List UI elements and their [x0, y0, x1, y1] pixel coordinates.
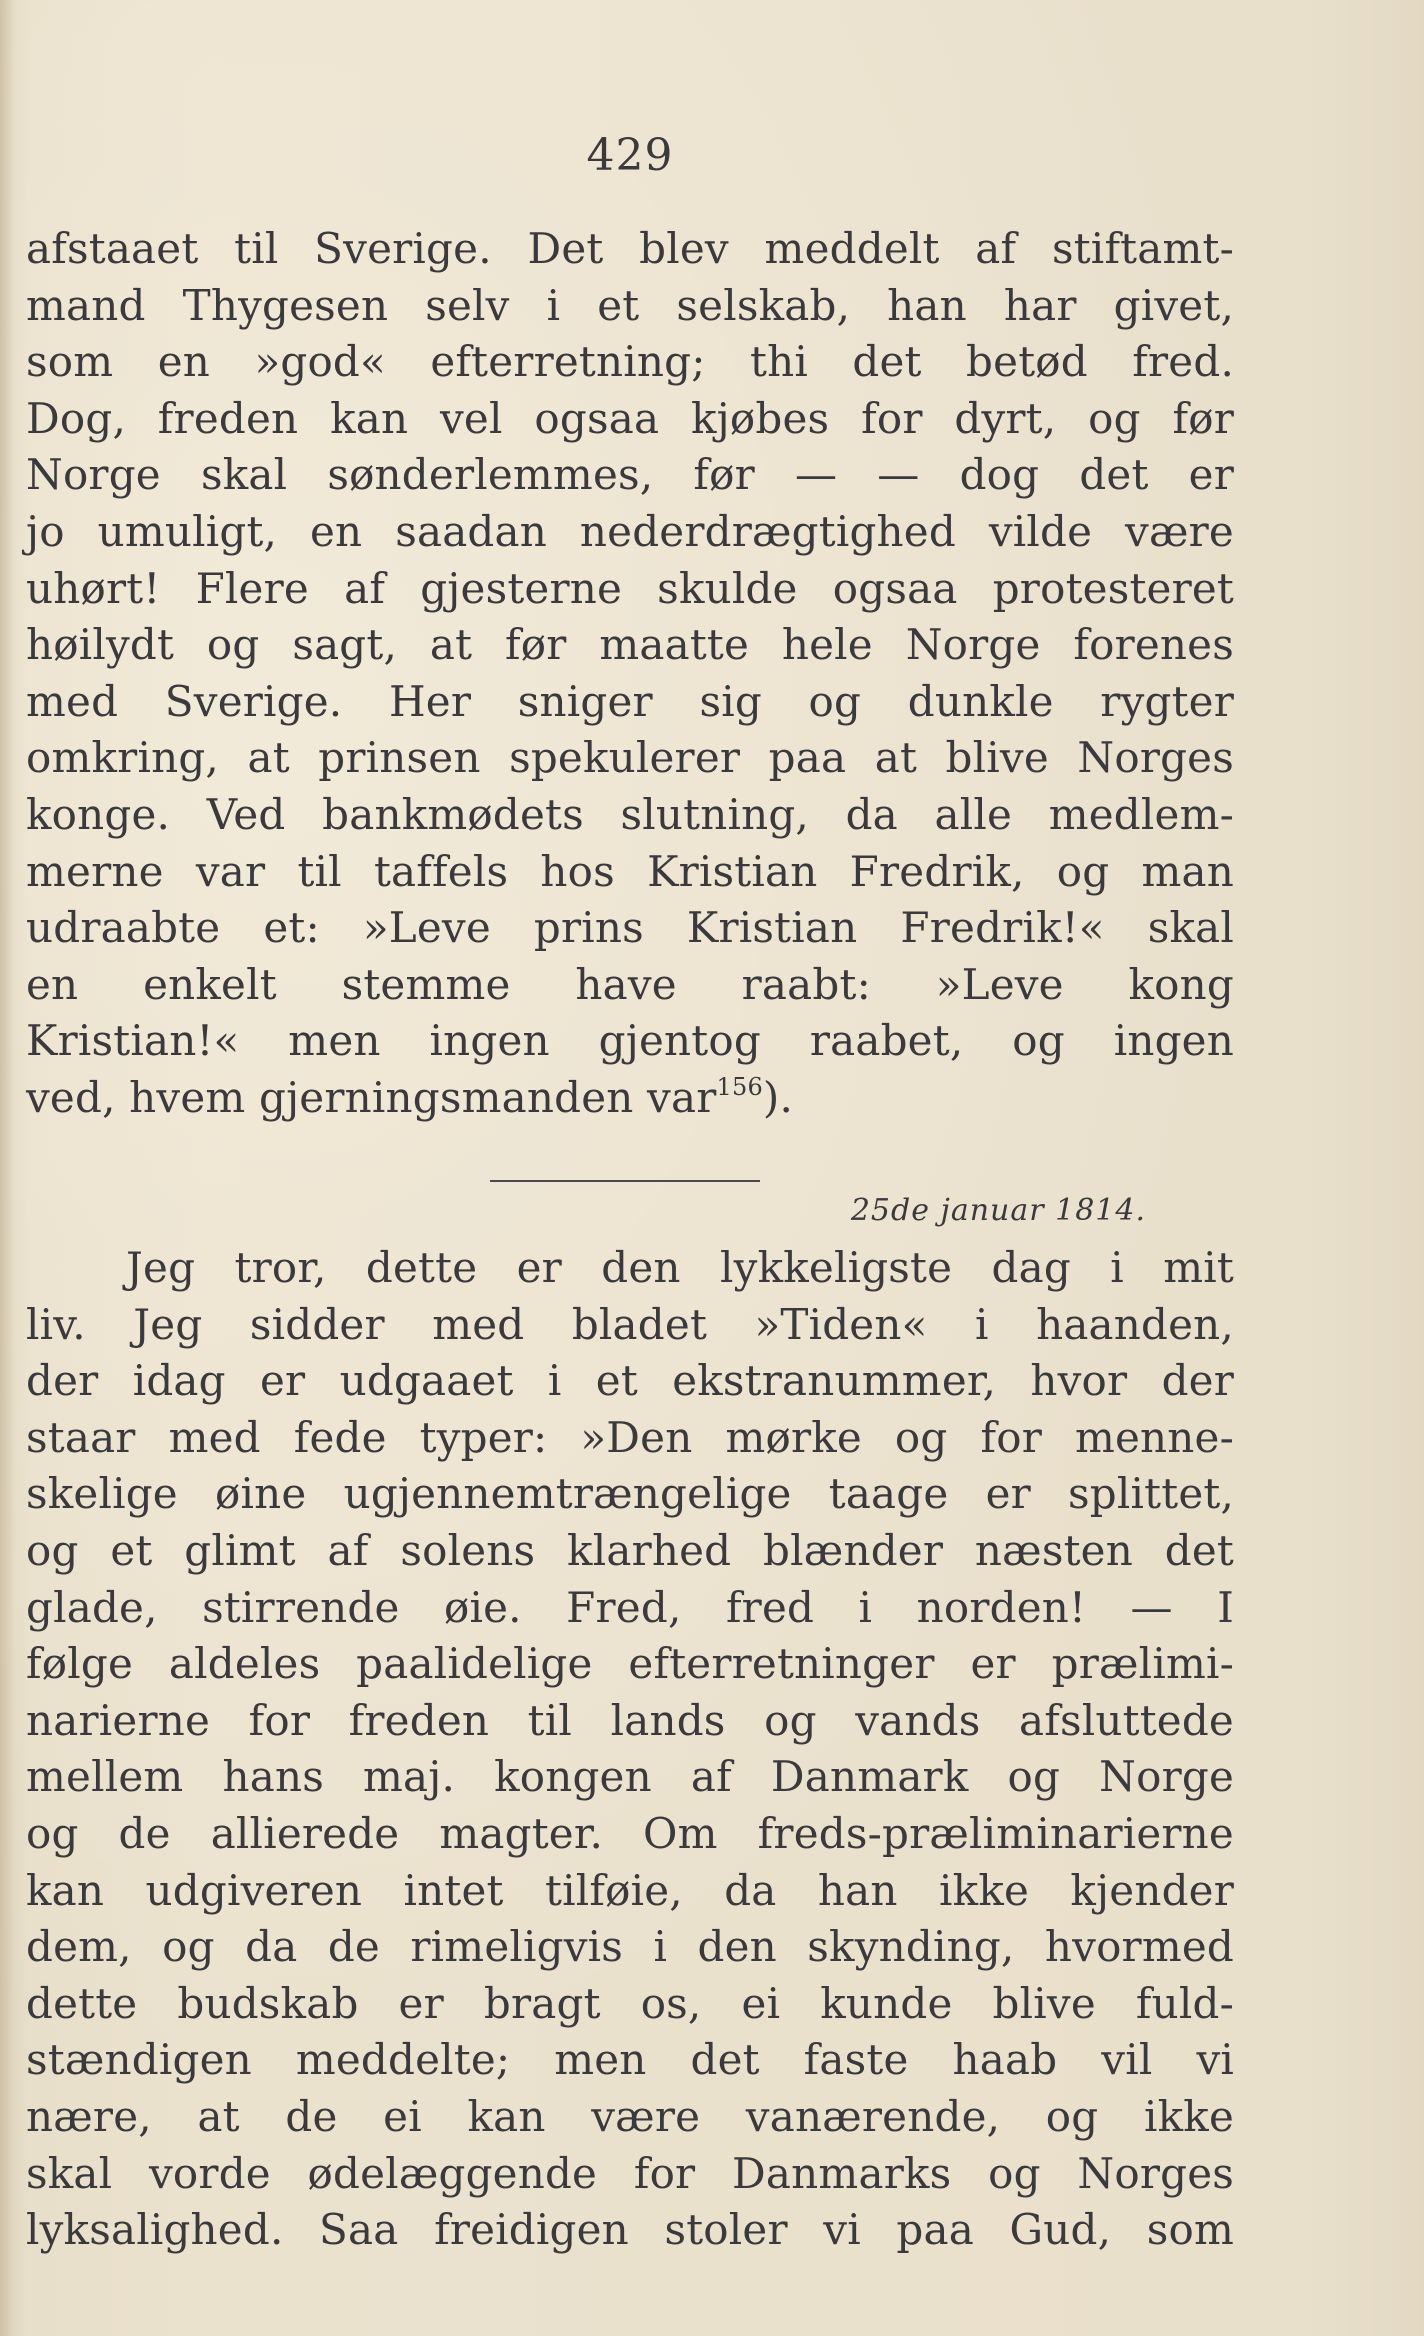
text-line: dette budskab er bragt os, ei kunde blive fuld-	[26, 1978, 1234, 2028]
text-line: skal vorde ødelæggende for Danmarks og Norges	[26, 2148, 1234, 2198]
text-line: Jeg tror, dette er den lykkeligste dag i mit	[126, 1243, 1234, 1292]
text-line: der idag er udgaaet i et ekstranummer, hvor der	[26, 1356, 1234, 1406]
text-line: som en »god« efterretning; thi det betød fred.	[26, 337, 1234, 387]
text-line: merne var til taffels hos Kristian Fredrik, og man	[26, 846, 1234, 896]
text-line: skelige øine ugjennemtrængelige taage er splittet,	[26, 1469, 1234, 1519]
text-line: og de allierede magter. Om freds-præliminarierne	[26, 1808, 1234, 1858]
paragraph-1	[26, 221, 1234, 1127]
page-number: 429	[586, 130, 674, 181]
text-line: jo umuligt, en saadan nederdrægtighed vilde være	[26, 506, 1234, 556]
text-line: glade, stirrende øie. Fred, fred i norden! — I	[26, 1582, 1234, 1632]
last-line-text: ved, hvem gjerningsmanden var	[26, 1072, 717, 1122]
footnote-reference: 156	[716, 1072, 763, 1101]
text-line: høilydt og sagt, at før maatte hele Norge forenes	[26, 620, 1234, 670]
text-line: en enkelt stemme have raabt: »Leve kong	[26, 959, 1234, 1009]
text-line: Kristian!« men ingen gjentog raabet, og ingen	[26, 1016, 1234, 1066]
text-line: narierne for freden til lands og vands afsluttede	[26, 1695, 1234, 1745]
page-gutter-shadow	[0, 0, 14, 2336]
text-line: mand Thygesen selv i et selskab, han har givet,	[26, 280, 1234, 330]
text-line: staar med fede typer: »Den mørke og for menne-	[26, 1412, 1234, 1462]
text-line: Dog, freden kan vel ogsaa kjøbes for dyrt, og før	[26, 393, 1234, 443]
text-line: udraabte et: »Leve prins Kristian Fredrik!« skal	[26, 903, 1234, 953]
text-line: konge. Ved bankmødets slutning, da alle medlem-	[26, 789, 1234, 839]
text-line: mellem hans maj. kongen af Danmark og Norge	[26, 1752, 1234, 1802]
text-line: liv. Jeg sidder med bladet »Tiden« i haanden,	[26, 1299, 1234, 1349]
text-line: omkring, at prinsen spekulerer paa at blive Norges	[26, 733, 1234, 783]
section-divider	[490, 1180, 760, 1182]
text-line: stændigen meddelte; men det faste haab vil vi	[26, 2035, 1234, 2085]
text-line: følge aldeles paalidelige efterretninger er prælimi-	[26, 1639, 1234, 1689]
text-line: nære, at de ei kan være vanærende, og ikke	[26, 2091, 1234, 2141]
text-line: Norge skal sønderlemmes, før — — dog det er	[26, 450, 1234, 500]
last-line-suffix: ).	[762, 1072, 794, 1122]
dateline: 25de januar 1814.	[850, 1193, 1146, 1228]
text-line: afstaaet til Sverige. Det blev meddelt af stiftamt-	[26, 224, 1234, 273]
text-line: uhørt! Flere af gjesterne skulde ogsaa protesteret	[26, 563, 1234, 613]
text-line: lyksalighed. Saa freidigen stoler vi paa Gud, som	[26, 2205, 1234, 2255]
text-line: og et glimt af solens klarhed blænder næsten det	[26, 1525, 1234, 1575]
text-line: med Sverige. Her sniger sig og dunkle rygter	[26, 676, 1234, 726]
text-line-last	[26, 1070, 1234, 1127]
text-line: dem, og da de rimeligvis i den skynding, hvormed	[26, 1922, 1234, 1972]
text-line: kan udgiveren intet tilføie, da han ikke kjender	[26, 1865, 1234, 1915]
paragraph-2	[26, 1240, 1234, 2259]
